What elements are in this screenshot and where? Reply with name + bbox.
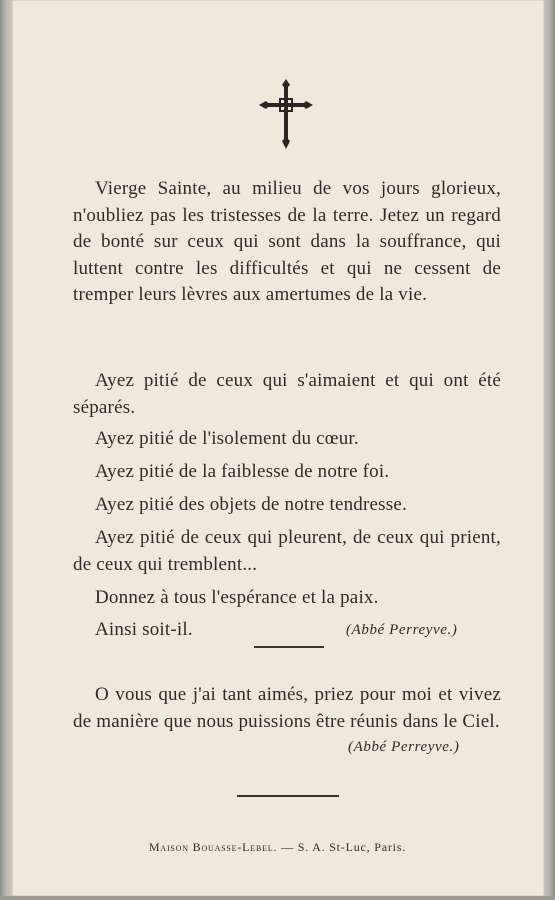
card-right-edge	[544, 0, 555, 900]
divider-rule-2	[237, 795, 339, 797]
prayer-line-5: Ayez pitié des objets de notre tendresse.	[95, 494, 407, 515]
prayer-line-3: Ayez pitié de l'isolement du cœur.	[95, 428, 359, 449]
prayer-line-7: Donnez à tous l'espérance et la paix.	[95, 587, 379, 608]
divider-rule-1	[254, 646, 324, 648]
second-prayer-text	[73, 681, 501, 735]
second-prayer-body: O vous que j'ai tant aimés, priez pour moi et vivez de manière que nous puissions être réunis dans le Ciel.	[73, 684, 501, 732]
card-bottom-edge	[0, 896, 555, 900]
card-left-edge	[0, 0, 12, 900]
cross-icon	[259, 79, 313, 149]
prayer-attribution: (Abbé Perreyve.)	[346, 622, 458, 638]
prayer-line-4: Ayez pitié de la faiblesse de notre foi.	[95, 461, 390, 482]
prayer-paragraph-6: Ayez pitié de ceux qui pleurent, de ceux qui prient, de ceux qui tremblent...	[73, 527, 501, 575]
second-prayer-attribution: (Abbé Perreyve.)	[348, 739, 460, 755]
publisher-address: S. A. St-Luc, Paris.	[297, 840, 407, 854]
prayer-paragraph-1: Vierge Sainte, au milieu de vos jours glorieux, n'oubliez pas les tristesses de la terre. Jetez un regard de bonté sur ceux qui sont dans la souffrance, qui luttent contre les difficultés et qui ne cessent de tremper leurs lèvres aux amertumes de la vie.	[73, 178, 501, 305]
footer-separator: —	[281, 840, 294, 854]
prayer-paragraph-2: Ayez pitié de ceux qui s'aimaient et qui ont été séparés.	[73, 370, 501, 418]
publisher-footer	[0, 840, 555, 855]
amen-text: Ainsi soit-il.	[95, 619, 193, 640]
publisher-name: Maison Bouasse-Lebel.	[148, 840, 278, 854]
